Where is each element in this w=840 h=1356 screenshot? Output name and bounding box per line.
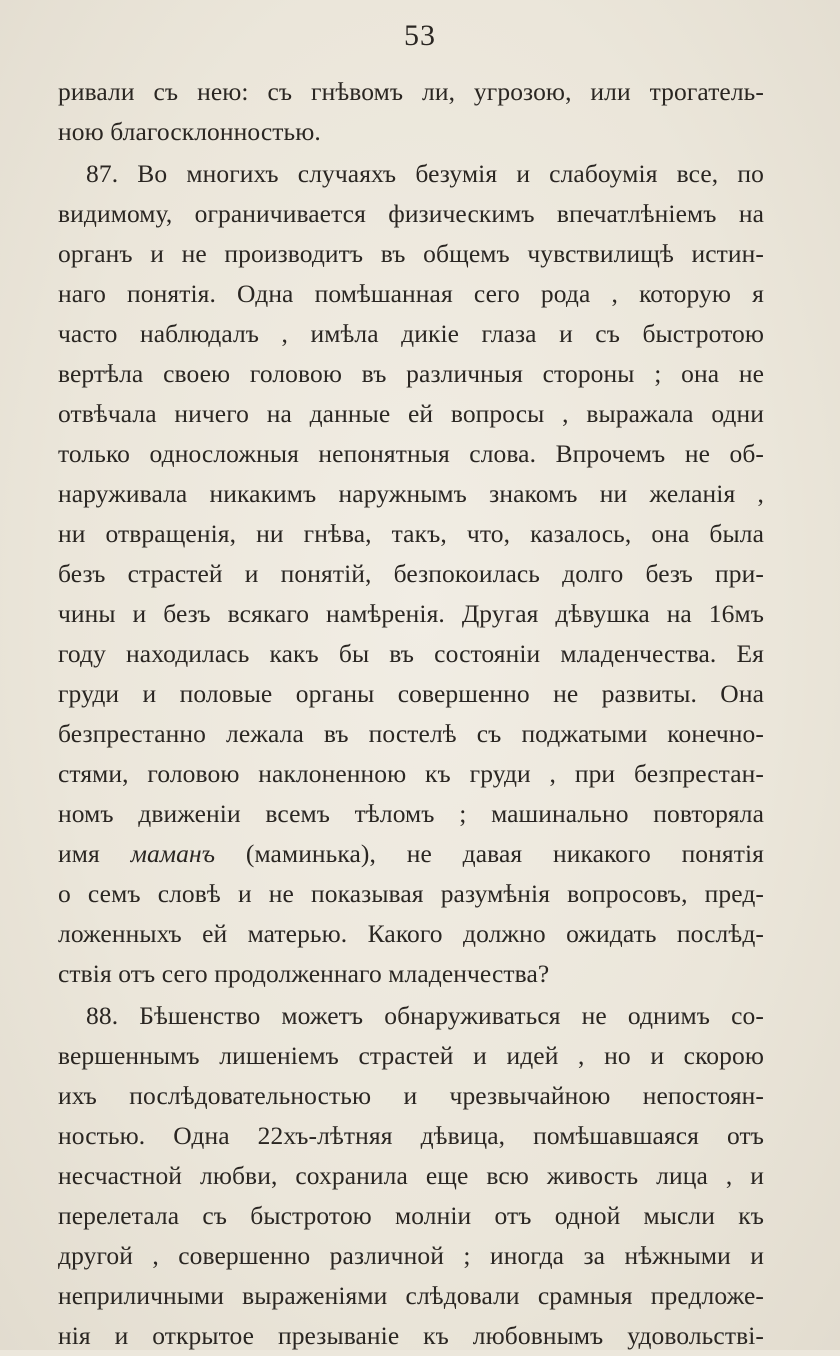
italic-word: маманъ	[130, 839, 216, 868]
text-line: о семъ словѣ и не показывая разумѣнія вопросовъ, пред-	[58, 879, 764, 908]
text-line: ни отвращенія, ни гнѣва, такъ, что, казалось, она была	[58, 519, 764, 548]
text-line: ствія отъ сего продолженнаго младенчества?	[58, 959, 550, 988]
text-line: неприличными выраженіями слѣдовали срамныя предложе-	[58, 1281, 764, 1310]
paragraph-87-start: 87. Во многихъ случаяхъ безумія и слабоумія все, по	[86, 159, 764, 188]
page-number: 53	[404, 19, 436, 52]
paragraph-88-start: 88. Бѣшенство можетъ обнаруживаться не однимъ со-	[86, 1001, 764, 1030]
text-line: другой , совершенно различной ; иногда за нѣжными и	[58, 1241, 764, 1270]
text-line: чины и безъ всякаго намѣренія. Другая дѣвушка на 16мъ	[58, 599, 764, 628]
text-line: вертѣла своею головою въ различныя стороны ; она не	[58, 359, 764, 388]
text-fragment: (маминька), не давая никакого понятія	[215, 839, 764, 868]
text-line: году находилась какъ бы въ состояніи младенчества. Ея	[58, 639, 764, 668]
text-line: ривали съ нею: съ гнѣвомъ ли, угрозою, или трогатель-	[58, 77, 764, 106]
text-line: вершеннымъ лишеніемъ страстей и идей , но и скорою	[58, 1041, 764, 1070]
text-line: органъ и не производитъ въ общемъ чувствилищѣ истин-	[58, 239, 764, 268]
text-line: ложенныхъ ей матерью. Какого должно ожидать послѣд-	[58, 919, 764, 948]
text-line: отвѣчала ничего на данные ей вопросы , выражала одни	[58, 399, 764, 428]
text-line: груди и половые органы совершенно не развиты. Она	[58, 679, 764, 708]
text-line-with-italic	[58, 834, 764, 874]
text-line: часто наблюдалъ , имѣла дикіе глаза и съ быстротою	[58, 319, 764, 348]
text-fragment: имя	[58, 839, 131, 868]
text-line: несчастной любви, сохранила еще всю живость лица , и	[58, 1161, 764, 1190]
text-line: номъ движеніи всемъ тѣломъ ; машинально повторяла	[58, 799, 764, 828]
text-line: видимому, ограничивается физическимъ впечатлѣніемъ на	[58, 199, 764, 228]
text-line: только односложныя непонятныя слова. Впрочемъ не об-	[58, 439, 764, 468]
text-line: безпрестанно лежала въ постелѣ съ поджатыми конечно-	[58, 719, 764, 748]
text-line: ною благосклонностью.	[58, 117, 321, 146]
text-line: ихъ послѣдовательностью и чрезвычайною непостоян-	[58, 1081, 764, 1110]
text-line: ностью. Одна 22хъ-лѣтняя дѣвица, помѣшавшаяся отъ	[58, 1121, 764, 1150]
text-line: наруживала никакимъ наружнымъ знакомъ ни желанія ,	[58, 479, 764, 508]
text-line: нія и открытое презываніе къ любовнымъ удовольствi-	[58, 1321, 764, 1350]
text-line: безъ страстей и понятій, безпокоилась долго безъ при-	[58, 559, 764, 588]
text-line: наго понятія. Одна помѣшанная сего рода , которую я	[58, 279, 764, 308]
text-line: стями, головою наклоненною къ груди , при безпрестан-	[58, 759, 764, 788]
text-line: перелетала съ быстротою молніи отъ одной мысли къ	[58, 1201, 764, 1230]
